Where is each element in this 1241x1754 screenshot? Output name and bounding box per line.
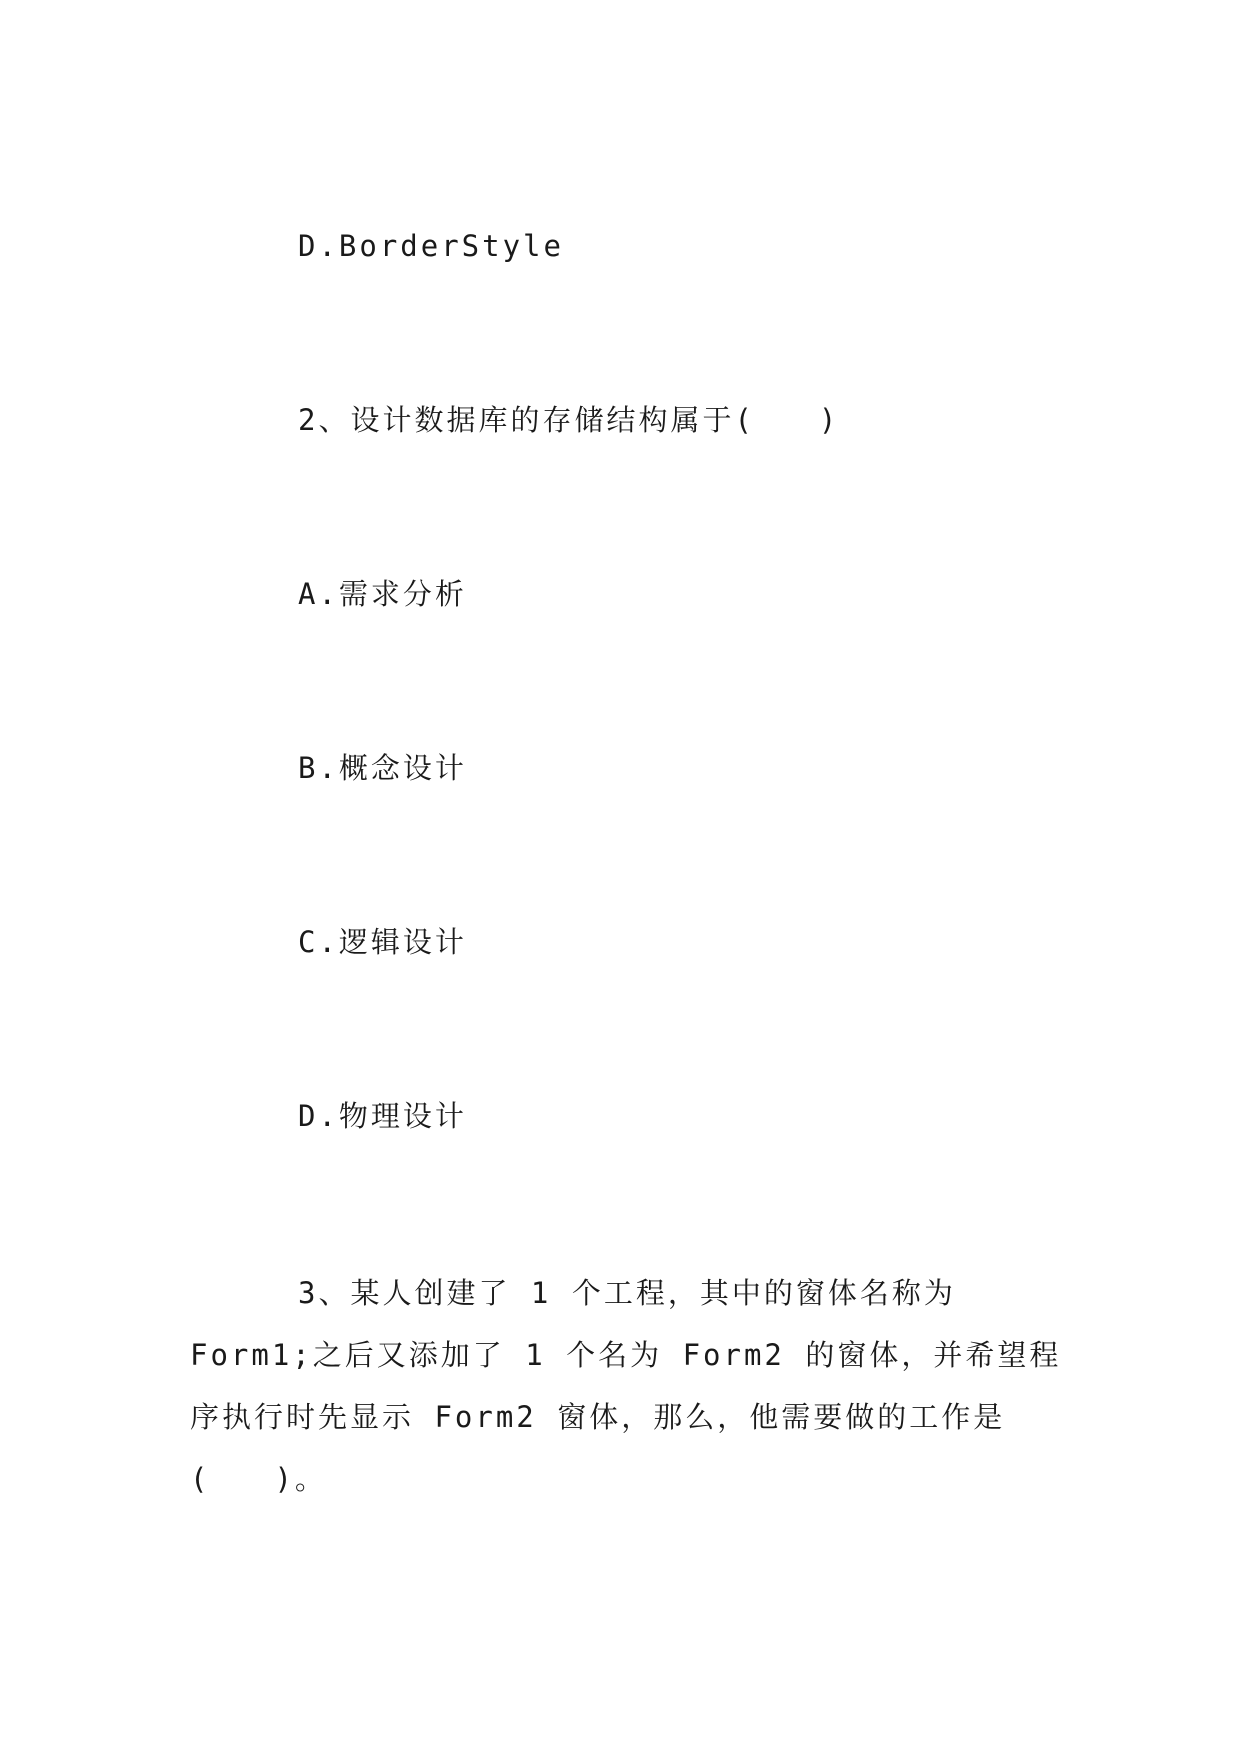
- question-2-option-a: A.需求分析: [298, 577, 467, 611]
- question-2-option-c: C.逻辑设计: [298, 925, 467, 959]
- question-3-stem-text: 3、某人创建了 1 个工程，其中的窗体名称为 Form1;之后又添加了 1 个名为 Form2 的窗体，并希望程序执行时先显示 Form2 窗体，那么，他需要做的工作是( )。: [190, 1276, 1062, 1496]
- prev-question-option-d: D.BorderStyle: [298, 229, 564, 263]
- question-3-stem: [190, 1262, 1070, 1510]
- question-2-option-b: B.概念设计: [298, 751, 467, 785]
- question-2-option-d: D.物理设计: [298, 1099, 467, 1133]
- question-2-stem: 2、设计数据库的存储结构属于( ): [298, 403, 840, 437]
